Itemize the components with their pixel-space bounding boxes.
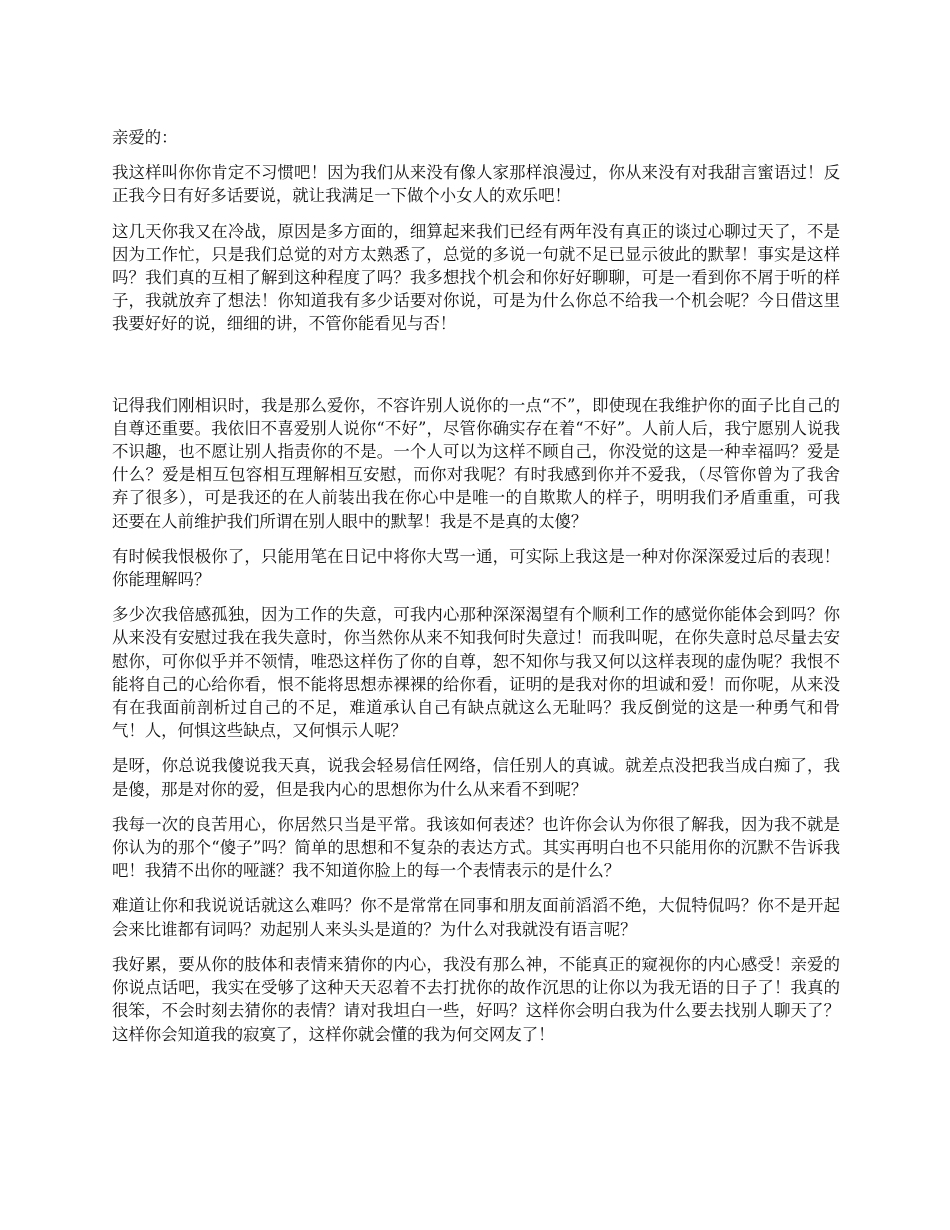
letter-paragraph-2: 这几天你我又在冷战，原因是多方面的，细算起来我们已经有两年没有真正的谈过心聊过天了，不是因为工作忙，只是我们总觉的对方太熟悉了，总觉的多说一句就不足已显示彼此的默挈！事实是这样吗？我们真的互相了解到这种程度了吗？我多想找个机会和你好好聊聊，可是一看到你不屑于听的样子，我就放弃了想法！你知道我有多少话要对你说，可是为什么你总不给我一个机会呢？今日借这里我要好好的说，细细的讲，不管你能看见与否！ [112,221,840,334]
letter-salutation: 亲爱的： [112,128,178,147]
letter-paragraph-6: 是呀，你总说我傻说我天真，说我会轻易信任网络，信任别人的真诚。就差点没把我当成白痴了，我是傻，那是对你的爱，但是我内心的思想你为什么从来看不到呢？ [112,756,840,799]
letter-paragraph-5: 多少次我倍感孤独，因为工作的失意，可我内心那种深深渴望有个顺利工作的感觉你能体会到吗？你从来没有安慰过我在我失意时，你当然你从来不知我何时失意过！而我叫呢，在你失意时总尽量去安慰你，可你似乎并不领情，唯恐这样伤了你的自尊，恕不知你与我又何以这样表现的虚伪呢？我恨不能将自己的心给你看，恨不能将思想赤裸裸的给你看，证明的是我对你的坦诚和爱！而你呢，从来没有在我面前剖析过自己的不足，难道承认自己有缺点就这么无耻吗？我反倒觉的这是一种勇气和骨气！人，何惧这些缺点，又何惧示人呢？ [112,605,840,741]
letter-paragraph-3: 记得我们刚相识时，我是那么爱你，不容许别人说你的一点“不”，即使现在我维护你的面子比自己的自尊还重要。我依旧不喜爱别人说你“不好”，尽管你确实存在着“不好”。人前人后，我宁愿别人说我不识趣，也不愿让别人指责你的不是。一个人可以为这样不顾自己，你没觉的这是一种幸福吗？爱是什么？爱是相互包容相互理解相互安慰，而你对我呢？有时我感到你并不爱我，（尽管你曾为了我舍弃了很多），可是我还的在人前装出我在你心中是唯一的自欺欺人的样子，明明我们矛盾重重，可我还要在人前维护我们所谓在别人眼中的默挈！我是不是真的太傻？ [112,395,840,531]
letter-body [112,126,840,1058]
letter-paragraph-9: 我好累，要从你的肢体和表情来猜你的内心，我没有那么神，不能真正的窥视你的内心感受！亲爱的你说点话吧，我实在受够了这种天天忍着不去打扰你的故作沉思的让你以为我无语的日子了！我真的很笨，不会时刻去猜你的表情？请对我坦白一些，好吗？这样你会明白我为什么要去找别人聊天了？这样你会知道我的寂寞了，这样你就会懂的我为何交网友了！ [112,954,840,1044]
letter-paragraph-8: 难道让你和我说说话就这么难吗？你不是常常在同事和朋友面前滔滔不绝，大侃特侃吗？你不是开起会来比谁都有词吗？劝起别人来头头是道的？为什么对我就没有语言呢？ [112,896,840,939]
letter-paragraph-4: 有时候我恨极你了，只能用笔在日记中将你大骂一通，可实际上我这是一种对你深深爱过后的表现！你能理解吗？ [112,546,840,590]
letter-paragraph-1: 我这样叫你你肯定不习惯吧！因为我们从来没有像人家那样浪漫过，你从来没有对我甜言蜜语过！反正我今日有好多话要说，就让我满足一下做个小女人的欢乐吧！ [112,163,840,206]
letter-paragraph-7: 我每一次的良苦用心，你居然只当是平常。我该如何表述？也许你会认为你很了解我，因为我不就是你认为的那个“傻子”吗？简单的思想和不复杂的表达方式。其实再明白也不只能用你的沉默不告诉我吧！我猜不出你的哑謎？我不知道你脸上的每一个表情表示的是什么？ [112,814,840,881]
